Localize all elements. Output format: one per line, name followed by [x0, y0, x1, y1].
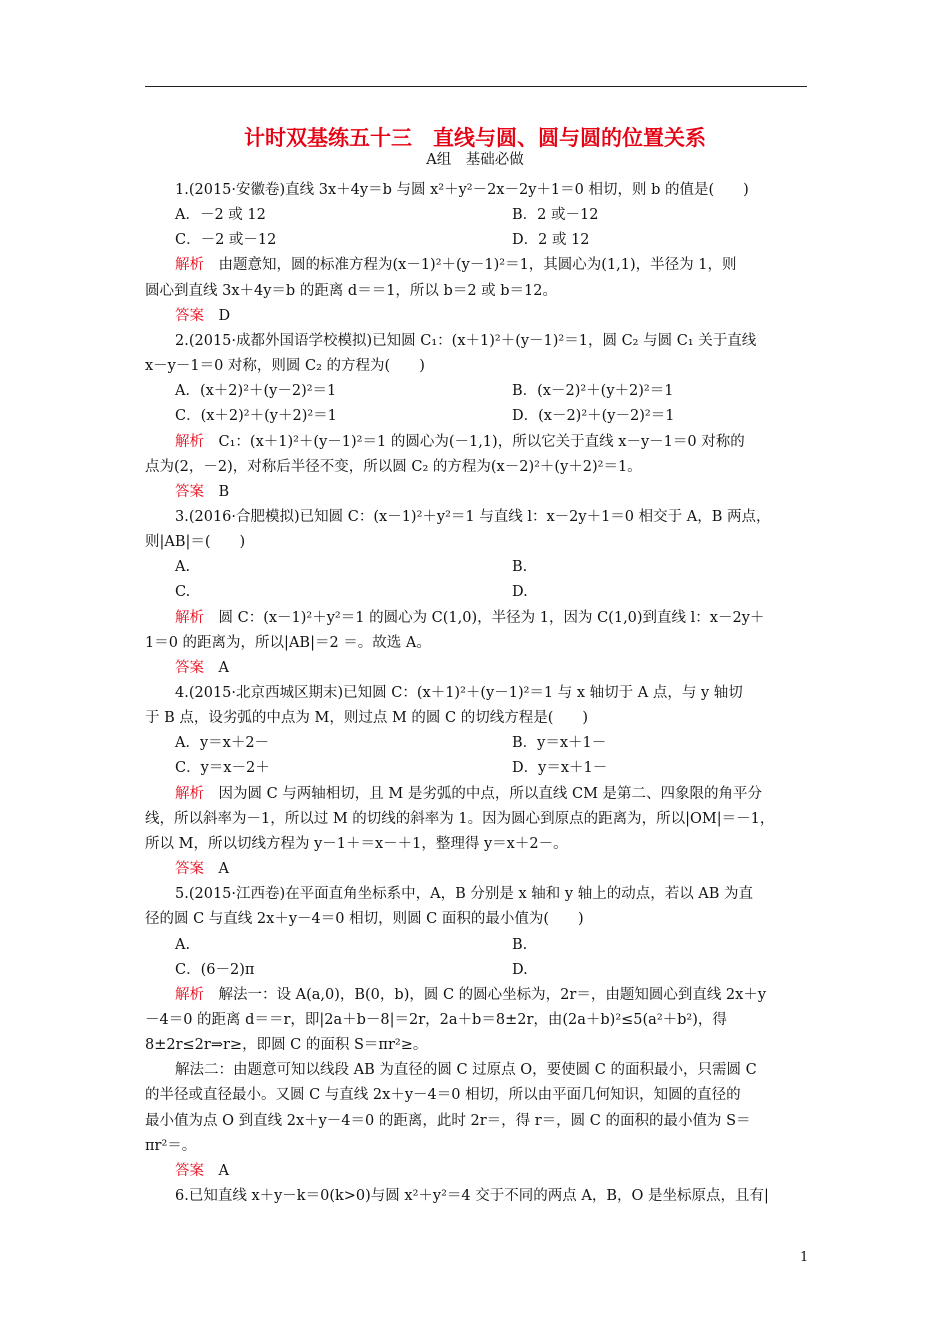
choice-option: A．(x＋2)²＋(y－2)²＝1	[175, 383, 337, 400]
answer-label: 答案	[175, 307, 204, 324]
analysis-label: 解析	[175, 257, 204, 274]
analysis-label: 解析	[175, 986, 204, 1003]
line-text: C₁：(x＋1)²＋(y－1)²＝1 的圆心为(－1,1)，所以它关于直线 x－y－1＝0 对称的	[204, 433, 745, 450]
answer-line	[175, 1162, 229, 1180]
text-line: 径的圆 C 与直线 2x＋y－4＝0 相切，则圆 C 面积的最小值为( )	[145, 911, 584, 928]
line-text: B	[204, 483, 230, 500]
answer-label: 答案	[175, 659, 204, 676]
analysis-line	[175, 256, 737, 274]
choice-option: A.	[175, 936, 191, 953]
choice-option: B．(x－2)²＋(y＋2)²＝1	[512, 383, 674, 400]
text-line: x－y－1＝0 对称，则圆 C₂ 的方程为( )	[145, 358, 425, 375]
choice-option: B.	[512, 559, 528, 576]
line-text: 解法一：设 A(a,0)，B(0，b)，圆 C 的圆心坐标为，2r＝，由题知圆心到直线 2x＋y	[204, 986, 767, 1003]
text-line: πr²＝。	[145, 1137, 197, 1154]
text-line: 的半径或直径最小。又圆 C 与直线 2x＋y－4＝0 相切，所以由平面几何知识，知圆的直径的	[145, 1087, 741, 1104]
choice-option: C．(x＋2)²＋(y＋2)²＝1	[175, 408, 337, 425]
choice-option: D.	[512, 584, 528, 601]
choice-option: D．(x－2)²＋(y－2)²＝1	[512, 408, 675, 425]
choice-option: C.	[175, 584, 191, 601]
line-text: 圆 C：(x－1)²＋y²＝1 的圆心为 C(1,0)，半径为 1，因为 C(1,0)到直线 l：x－2y＋	[204, 609, 765, 626]
analysis-label: 解析	[175, 609, 204, 626]
page-number: 1	[800, 1250, 809, 1265]
analysis-line	[175, 609, 764, 627]
analysis-line	[175, 986, 766, 1004]
analysis-label: 解析	[175, 785, 204, 802]
text-line: 4.(2015·北京西城区期末)已知圆 C：(x＋1)²＋(y－1)²＝1 与 x 轴切于 A 点，与 y 轴切	[175, 685, 743, 701]
text-line: 2.(2015·成都外国语学校模拟)已知圆 C₁：(x＋1)²＋(y－1)²＝1，圆 C₂ 与圆 C₁ 关于直线	[175, 332, 757, 349]
page-title: 计时双基练五十三 直线与圆、圆与圆的位置关系	[244, 126, 706, 150]
answer-label: 答案	[175, 861, 204, 878]
answer-line	[175, 483, 229, 501]
choice-option: C．(6－2)π	[175, 961, 255, 978]
choice-option: C．y＝x－2＋	[175, 760, 270, 777]
analysis-line	[175, 785, 762, 803]
top-rule	[145, 86, 807, 87]
text-line: 最小值为点 O 到直线 2x＋y－4＝0 的距离，此时 2r＝，得 r＝，圆 C 的面积的最小值为 S＝	[145, 1112, 751, 1129]
answer-label: 答案	[175, 1162, 204, 1179]
text-line: 于 B 点，设劣弧的中点为 M，则过点 M 的圆 C 的切线方程是( )	[145, 710, 589, 727]
choice-option: C．－2 或－12	[175, 232, 277, 249]
text-line: 1.(2015·安徽卷)直线 3x＋4y＝b 与圆 x²＋y²－2x－2y＋1＝0 相切，则 b 的值是( )	[175, 182, 749, 198]
text-line: 5.(2015·江西卷)在平面直角坐标系中，A，B 分别是 x 轴和 y 轴上的动点，若以 AB 为直	[175, 886, 754, 903]
answer-label: 答案	[175, 483, 204, 500]
answer-line	[175, 307, 230, 325]
line-text: A	[204, 659, 229, 676]
choice-option: B．y＝x＋1－	[512, 735, 607, 752]
answer-line	[175, 659, 229, 677]
text-line: 点为(2，－2)，对称后半径不变，所以圆 C₂ 的方程为(x－2)²＋(y＋2)²＝1。	[145, 458, 642, 475]
choice-option: D．2 或 12	[512, 232, 590, 249]
line-text: A	[204, 1162, 229, 1179]
choice-option: B．2 或－12	[512, 207, 599, 224]
text-line: 3.(2016·合肥模拟)已知圆 C：(x－1)²＋y²＝1 与直线 l：x－2y＋1＝0 相交于 A，B 两点，	[175, 508, 771, 525]
text-line: 线，所以斜率为－1，所以过 M 的切线的斜率为 1。因为圆心到原点的距离为，所以|OM|＝－1，	[145, 810, 775, 827]
choice-option: A.	[175, 559, 191, 576]
text-line: －4＝0 的距离 d＝＝r，即|2a＋b－8|＝2r，2a＋b＝8±2r，由(2a＋b)²≤5(a²＋b²)，得	[145, 1011, 727, 1028]
choice-option: D.	[512, 961, 528, 978]
line-text: 由题意知，圆的标准方程为(x－1)²＋(y－1)²＝1，其圆心为(1,1)，半径为 1，则	[204, 257, 737, 274]
text-line: 6.已知直线 x＋y－k＝0(k>0)与圆 x²＋y²＝4 交于不同的两点 A，B，O 是坐标原点，且有|	[175, 1188, 769, 1204]
line-text: D	[204, 307, 231, 324]
text-line: 则|AB|＝( )	[145, 534, 246, 551]
choice-option: B.	[512, 936, 528, 953]
analysis-label: 解析	[175, 433, 204, 450]
text-line: 1＝0 的距离为，所以|AB|＝2 ＝。故选 A。	[145, 634, 431, 651]
analysis-line	[175, 433, 745, 451]
text-line: 解法二：由题意可知以线段 AB 为直径的圆 C 过原点 O，要使圆 C 的面积最小，只需圆 C	[175, 1062, 757, 1079]
choice-option: A．y＝x＋2－	[175, 735, 270, 752]
choice-option: D．y＝x＋1－	[512, 760, 608, 777]
answer-line	[175, 860, 229, 878]
section-subtitle: A组 基础必做	[426, 152, 524, 168]
text-line: 8±2r≤2r⇒r≥，即圆 C 的面积 S＝πr²≥。	[145, 1037, 428, 1054]
choice-option: A．－2 或 12	[175, 207, 266, 224]
line-text: 因为圆 C 与两轴相切，且 M 是劣弧的中点，所以直线 CM 是第二、四象限的角平分	[204, 785, 763, 802]
line-text: A	[204, 861, 229, 878]
text-line: 圆心到直线 3x＋4y＝b 的距离 d＝＝1，所以 b＝2 或 b＝12。	[145, 282, 558, 299]
text-line: 所以 M，所以切线方程为 y－1＋＝x－＋1，整理得 y＝x＋2－。	[145, 835, 568, 852]
